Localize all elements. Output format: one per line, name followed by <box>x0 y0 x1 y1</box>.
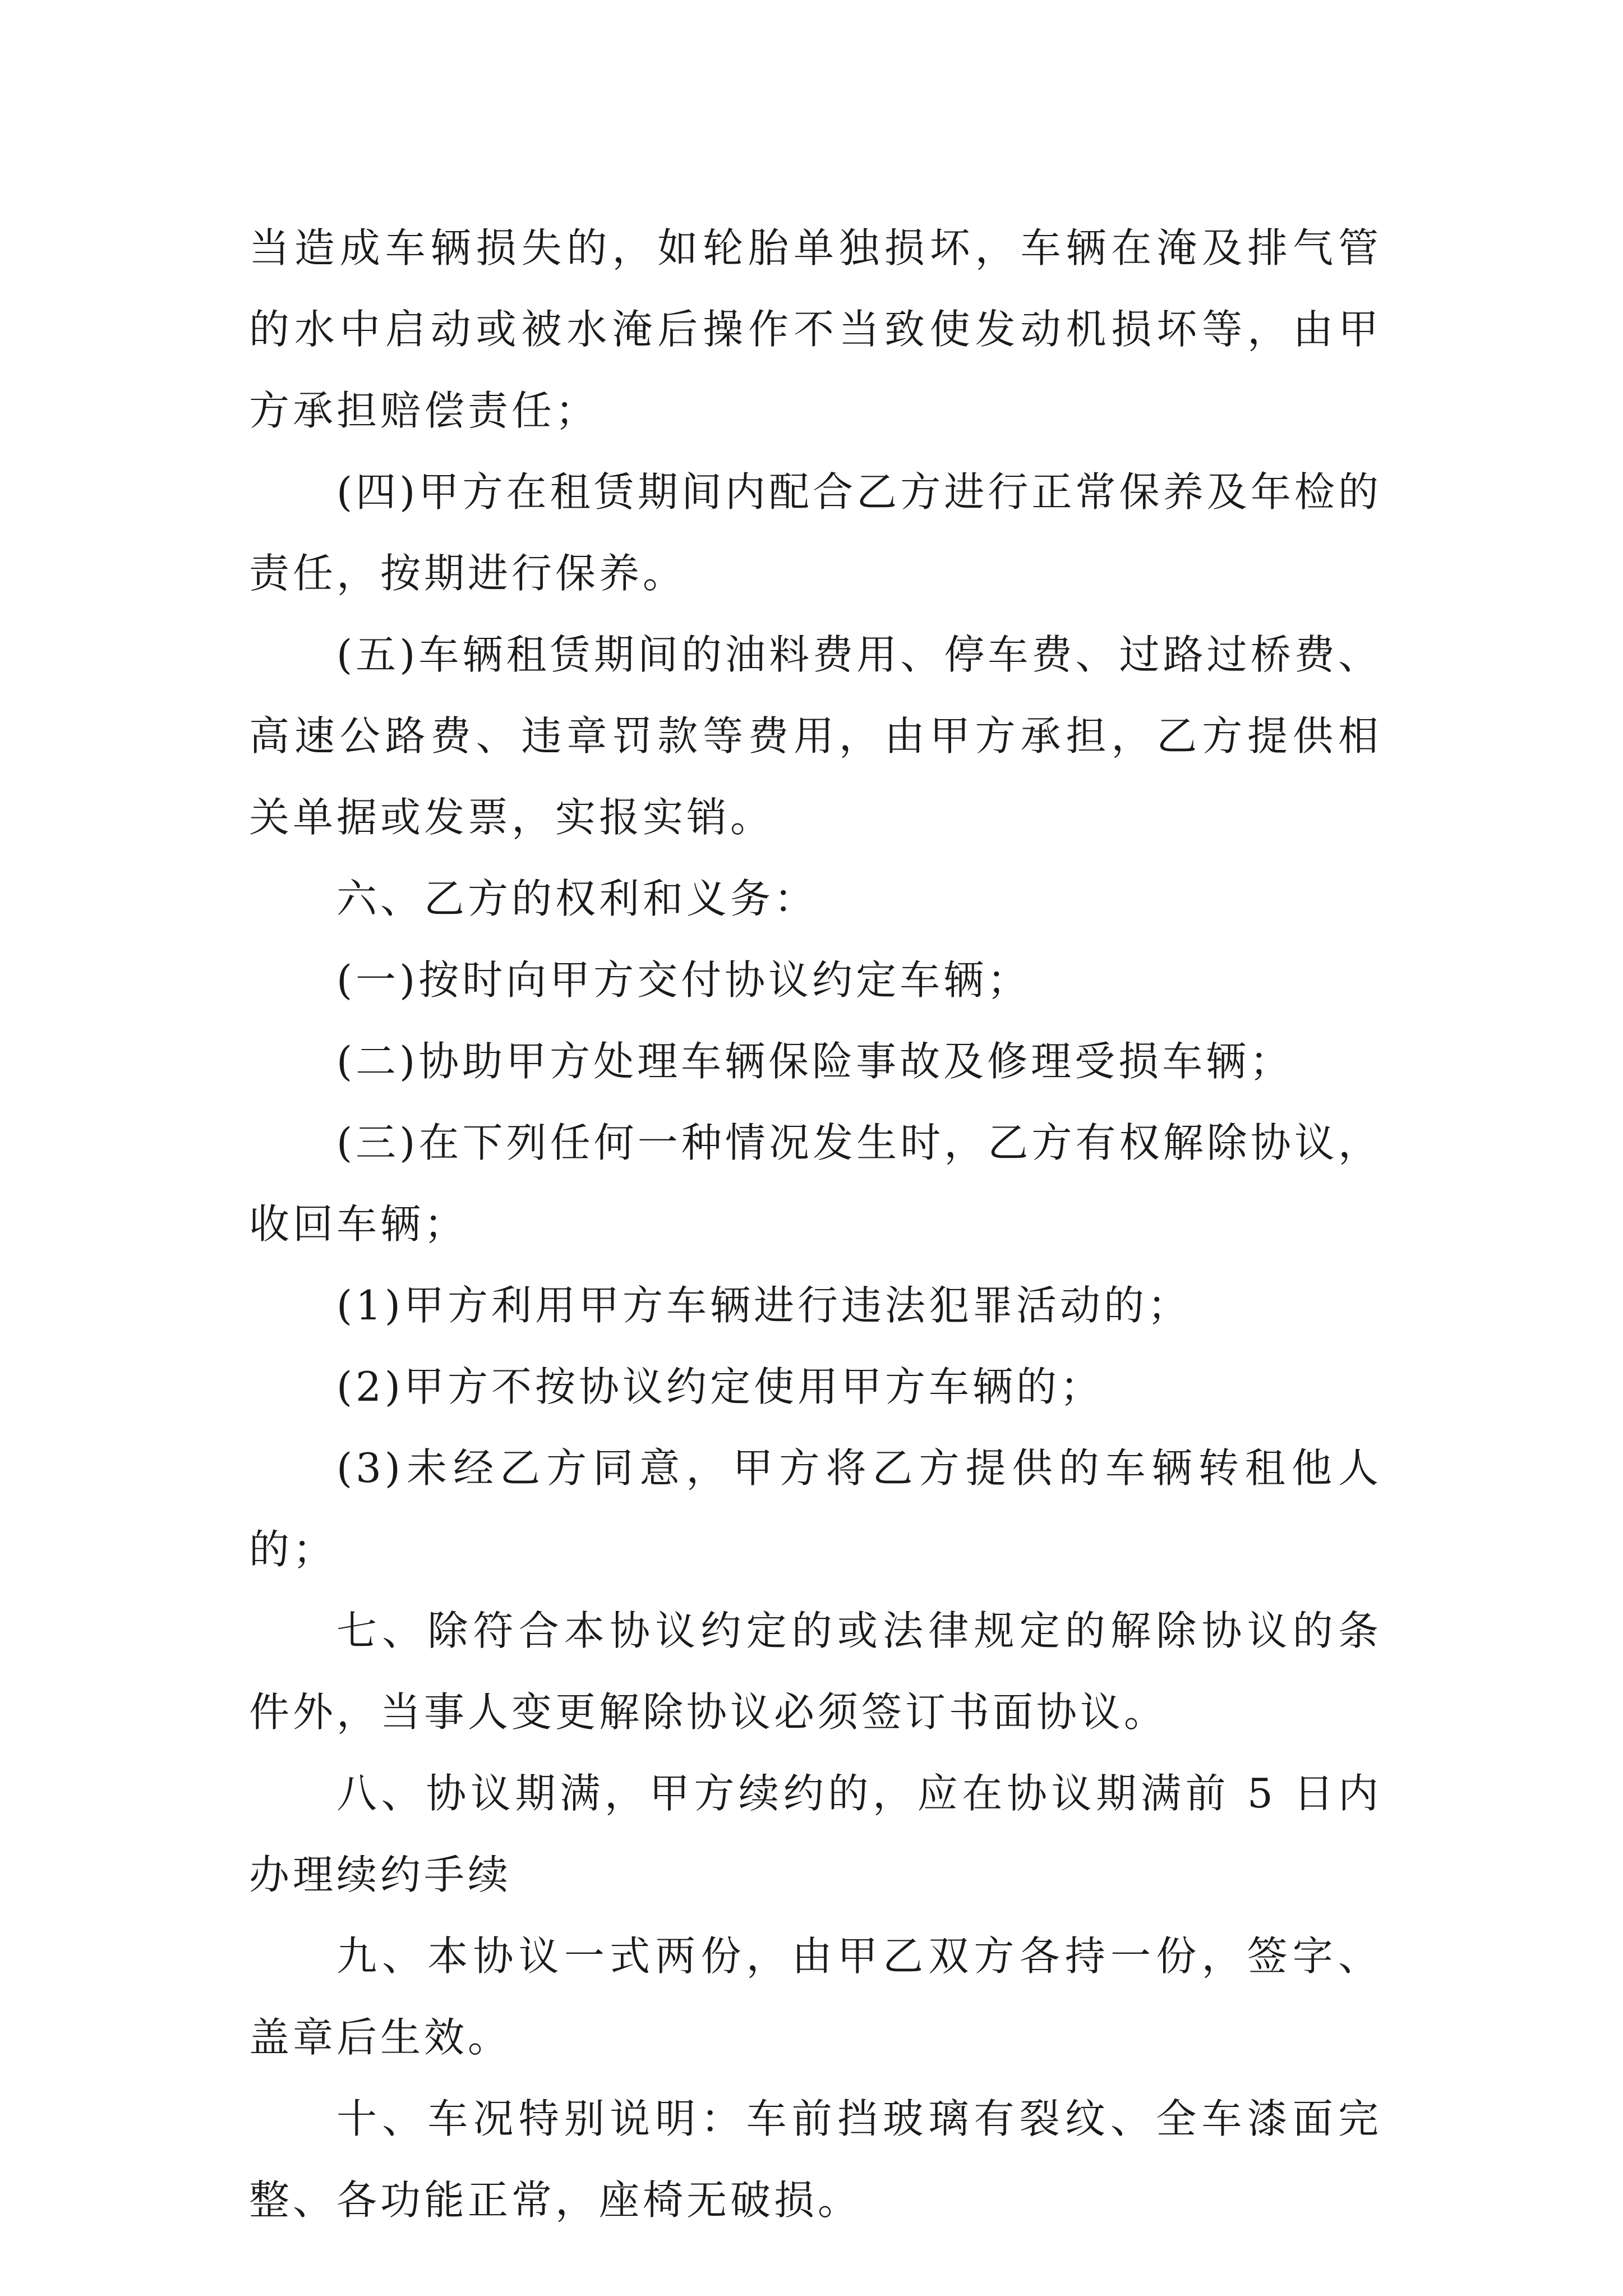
paragraph-b-clause-3: (三)在下列任何一种情况发生时，乙方有权解除协议，收回车辆； <box>249 1119 1382 1248</box>
paragraph-condition-1: (1)甲方利用甲方车辆进行违法犯罪活动的； <box>336 1282 1191 1329</box>
paragraph-section-9: 九、本协议一式两份，由甲乙双方各持一份，签字、盖章后生效。 <box>249 1932 1382 2061</box>
paragraph-liability-continuation: 当造成车辆损失的，如轮胎单独损坏，车辆在淹及排气管的水中启动或被水淹后操作不当致使发动机损坏等，由甲方承担赔偿责任； <box>249 224 1382 434</box>
paragraph-condition-2: (2)甲方不按协议约定使用甲方车辆的； <box>336 1363 1104 1410</box>
paragraph-section-8: 八、协议期满，甲方续约的，应在协议期满前 5 日内办理续约手续 <box>249 1770 1382 1898</box>
paragraph-section-10: 十、车况特别说明：车前挡玻璃有裂纹、全车漆面完整、各功能正常，座椅无破损。 <box>249 2095 1382 2224</box>
paragraph-section-7: 七、除符合本协议约定的或法律规定的解除协议的条件外，当事人变更解除协议必须签订书面协议。 <box>249 1607 1382 1736</box>
document-body <box>249 208 1382 2241</box>
section-heading-party-b-rights: 六、乙方的权利和义务： <box>336 875 818 922</box>
paragraph-clause-5-expenses: (五)车辆租赁期间的油料费用、停车费、过路过桥费、高速公路费、违章罚款等费用，由甲方承担，乙方提供相关单据或发票，实报实销。 <box>249 631 1382 841</box>
paragraph-condition-3: (3)未经乙方同意，甲方将乙方提供的车辆转租他人的； <box>249 1444 1382 1573</box>
paragraph-b-clause-1: (一)按时向甲方交付协议约定车辆； <box>336 956 1031 1004</box>
paragraph-b-clause-2: (二)协助甲方处理车辆保险事故及修理受损车辆； <box>336 1038 1294 1085</box>
paragraph-clause-4-maintenance: (四)甲方在租赁期间内配合乙方进行正常保养及年检的责任，按期进行保养。 <box>249 468 1382 597</box>
